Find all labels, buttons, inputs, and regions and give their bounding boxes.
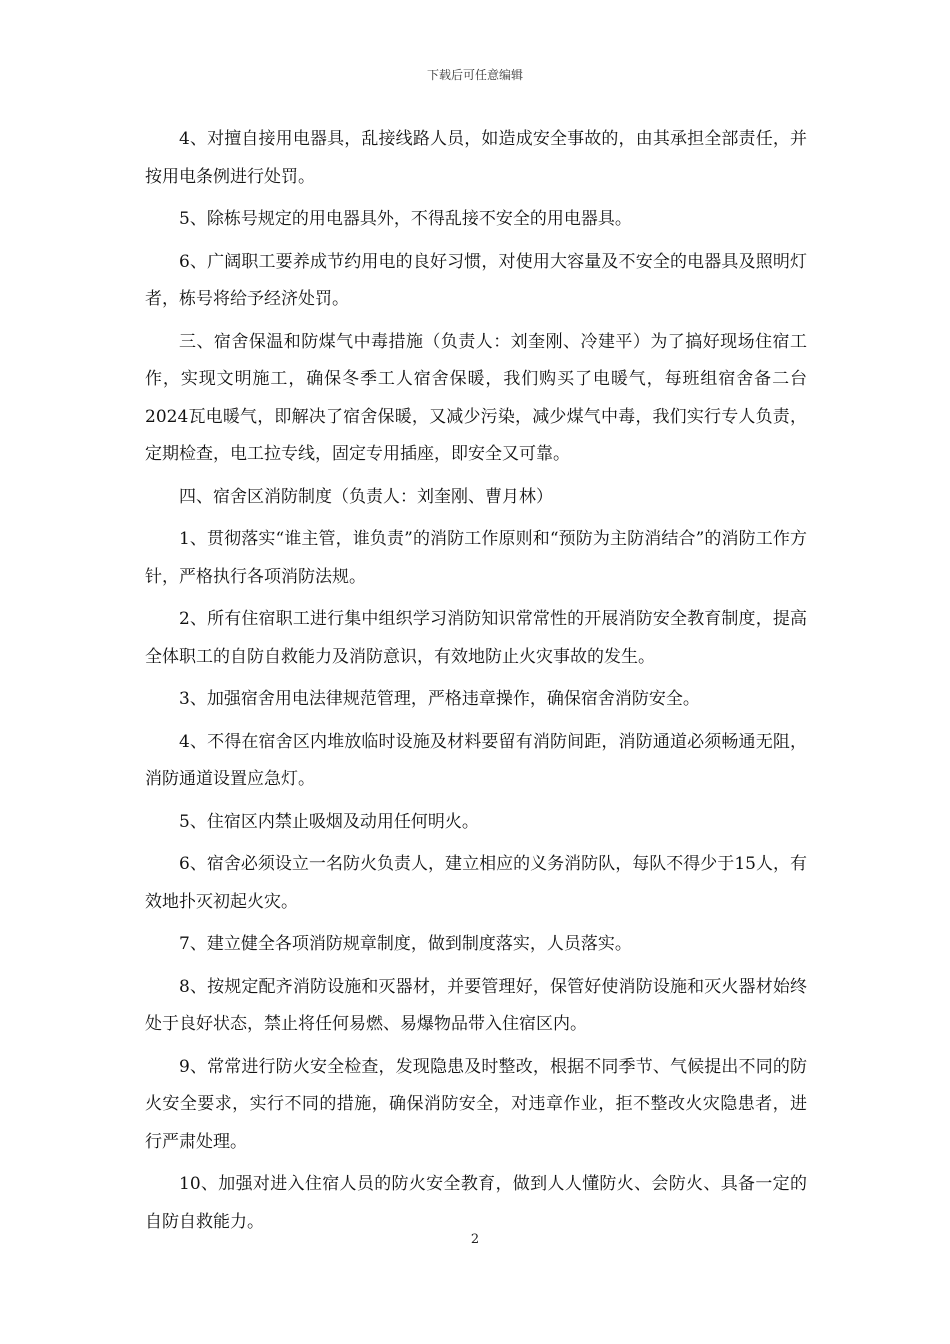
- page-header: 下载后可任意编辑: [426, 68, 523, 82]
- paragraph: 3、加强宿舍用电法律规范管理，严格违章操作，确保宿舍消防安全。: [179, 689, 700, 709]
- paragraph: 2、所有住宿职工进行集中组织学习消防知识常常性的开展消防安全教育制度，提高全体职工的自防自救能力及消防意识，有效地防止火灾事故的发生。: [145, 609, 807, 667]
- page-number: 2: [470, 1232, 480, 1247]
- paragraph: 1、贯彻落实“谁主管，谁负责”的消防工作原则和“预防为主防消结合”的消防工作方针，严格执行各项消防法规。: [145, 529, 807, 587]
- paragraph: 5、除栋号规定的用电器具外，不得乱接不安全的用电器具。: [179, 209, 632, 229]
- paragraph: 4、不得在宿舍区内堆放临时设施及材料要留有消防间距，消防通道必须畅通无阻，消防通道设置应急灯。: [145, 731, 807, 789]
- paragraph: 5、住宿区内禁止吸烟及动用任何明火。: [179, 811, 479, 832]
- section-heading-paragraph: 三、宿舍保温和防煤气中毒措施（负责人：刘奎刚、冷建平）为了搞好现场住宿工作，实现文明施工，确保冬季工人宿舍保暖，我们购买了电暖气，每班组宿舍备二台2024瓦电暖气，即解决了宿舍保暖，又减少污染，减少煤气中毒，我们实行专人负责，定期检查，电工拉专线，固定专用插座，即安全又可靠。: [145, 331, 807, 464]
- paragraph: 7、建立健全各项消防规章制度，做到制度落实，人员落实。: [179, 934, 632, 954]
- section-heading: 四、宿舍区消防制度（负责人：刘奎刚、曹月林）: [179, 486, 553, 507]
- paragraph: 6、宿舍必须设立一名防火负责人，建立相应的义务消防队，每队不得少于15人，有效地扑灭初起火灾。: [145, 854, 807, 912]
- paragraph: 8、按规定配齐消防设施和灭器材，并要管理好，保管好使消防设施和灭火器材始终处于良好状态，禁止将任何易燃、易爆物品带入住宿区内。: [145, 976, 807, 1034]
- paragraph: 4、对擅自接用电器具，乱接线路人员，如造成安全事故的，由其承担全部责任，并按用电条例进行处罚。: [145, 129, 807, 187]
- paragraph: 9、常常进行防火安全检查，发现隐患及时整改，根据不同季节、气候提出不同的防火安全要求，实行不同的措施，确保消防安全，对违章作业，拒不整改火灾隐患者，进行严肃处理。: [145, 1056, 807, 1152]
- paragraph: 10、加强对进入住宿人员的防火安全教育，做到人人懂防火、会防火、具备一定的自防自救能力。: [145, 1174, 807, 1232]
- paragraph: 6、广阔职工要养成节约用电的良好习惯，对使用大容量及不安全的电器具及照明灯者，栋号将给予经济处罚。: [145, 251, 807, 309]
- document-body: [145, 121, 807, 1246]
